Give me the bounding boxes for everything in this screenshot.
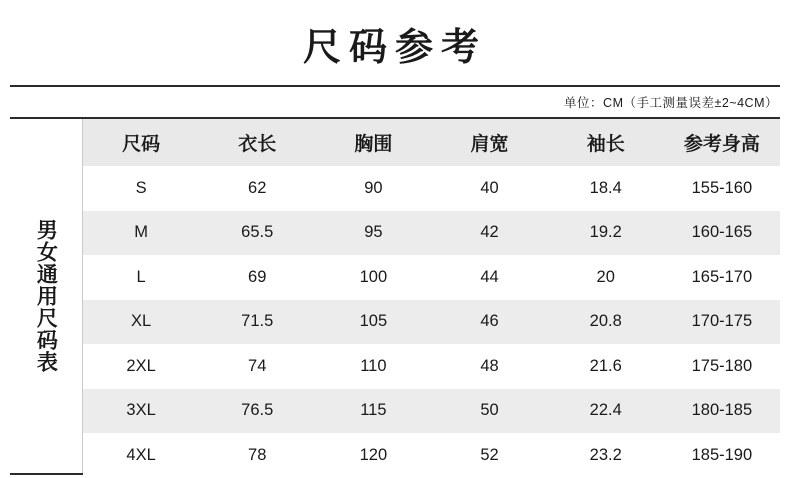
cell-shoulder: 50 <box>431 389 547 434</box>
cell-shoulder: 46 <box>431 300 547 345</box>
cell-size: 3XL <box>83 389 199 434</box>
table-row <box>83 166 780 211</box>
cell-length: 69 <box>199 255 315 300</box>
size-table <box>83 119 780 478</box>
cell-length: 74 <box>199 344 315 389</box>
side-label <box>10 119 83 473</box>
cell-sleeve: 20.8 <box>548 300 664 345</box>
cell-height: 175-180 <box>664 344 780 389</box>
cell-sleeve: 22.4 <box>548 389 664 434</box>
cell-shoulder: 40 <box>431 166 547 211</box>
cell-size: M <box>83 211 199 256</box>
cell-bust: 90 <box>315 166 431 211</box>
column-header-length: 衣长 <box>199 119 315 166</box>
side-label-text: 男女通用尺码表 <box>34 219 59 373</box>
cell-sleeve: 21.6 <box>548 344 664 389</box>
cell-length: 71.5 <box>199 300 315 345</box>
cell-sleeve: 20 <box>548 255 664 300</box>
cell-length: 62 <box>199 166 315 211</box>
column-header-size: 尺码 <box>83 119 199 166</box>
cell-sleeve: 18.4 <box>548 166 664 211</box>
table-row <box>83 255 780 300</box>
cell-length: 65.5 <box>199 211 315 256</box>
cell-length: 78 <box>199 433 315 478</box>
page-title: 尺码参考 <box>302 25 487 69</box>
cell-shoulder: 42 <box>431 211 547 256</box>
cell-bust: 105 <box>315 300 431 345</box>
cell-bust: 95 <box>315 211 431 256</box>
column-header-sleeve: 袖长 <box>548 119 664 166</box>
table-row <box>83 344 780 389</box>
table-row <box>83 211 780 256</box>
cell-size: S <box>83 166 199 211</box>
cell-bust: 100 <box>315 255 431 300</box>
cell-bust: 110 <box>315 344 431 389</box>
unit-note: 单位：CM（手工测量误差±2~4CM） <box>564 96 778 110</box>
cell-height: 165-170 <box>664 255 780 300</box>
cell-size: L <box>83 255 199 300</box>
size-table-head <box>83 119 780 166</box>
cell-bust: 120 <box>315 433 431 478</box>
column-header-shoulder: 肩宽 <box>431 119 547 166</box>
unit-note-row <box>0 87 790 117</box>
cell-shoulder: 44 <box>431 255 547 300</box>
cell-size: 2XL <box>83 344 199 389</box>
size-table-container <box>10 117 780 475</box>
table-header-row <box>83 119 780 166</box>
cell-shoulder: 52 <box>431 433 547 478</box>
cell-length: 76.5 <box>199 389 315 434</box>
column-header-bust: 胸围 <box>315 119 431 166</box>
cell-height: 160-165 <box>664 211 780 256</box>
cell-size: 4XL <box>83 433 199 478</box>
table-row <box>83 300 780 345</box>
cell-height: 155-160 <box>664 166 780 211</box>
cell-height: 170-175 <box>664 300 780 345</box>
cell-size: XL <box>83 300 199 345</box>
table-row <box>83 433 780 478</box>
cell-sleeve: 23.2 <box>548 433 664 478</box>
table-row <box>83 389 780 434</box>
size-table-body <box>83 166 780 478</box>
cell-height: 185-190 <box>664 433 780 478</box>
cell-shoulder: 48 <box>431 344 547 389</box>
cell-sleeve: 19.2 <box>548 211 664 256</box>
cell-height: 180-185 <box>664 389 780 434</box>
cell-bust: 115 <box>315 389 431 434</box>
column-header-height: 参考身高 <box>664 119 780 166</box>
